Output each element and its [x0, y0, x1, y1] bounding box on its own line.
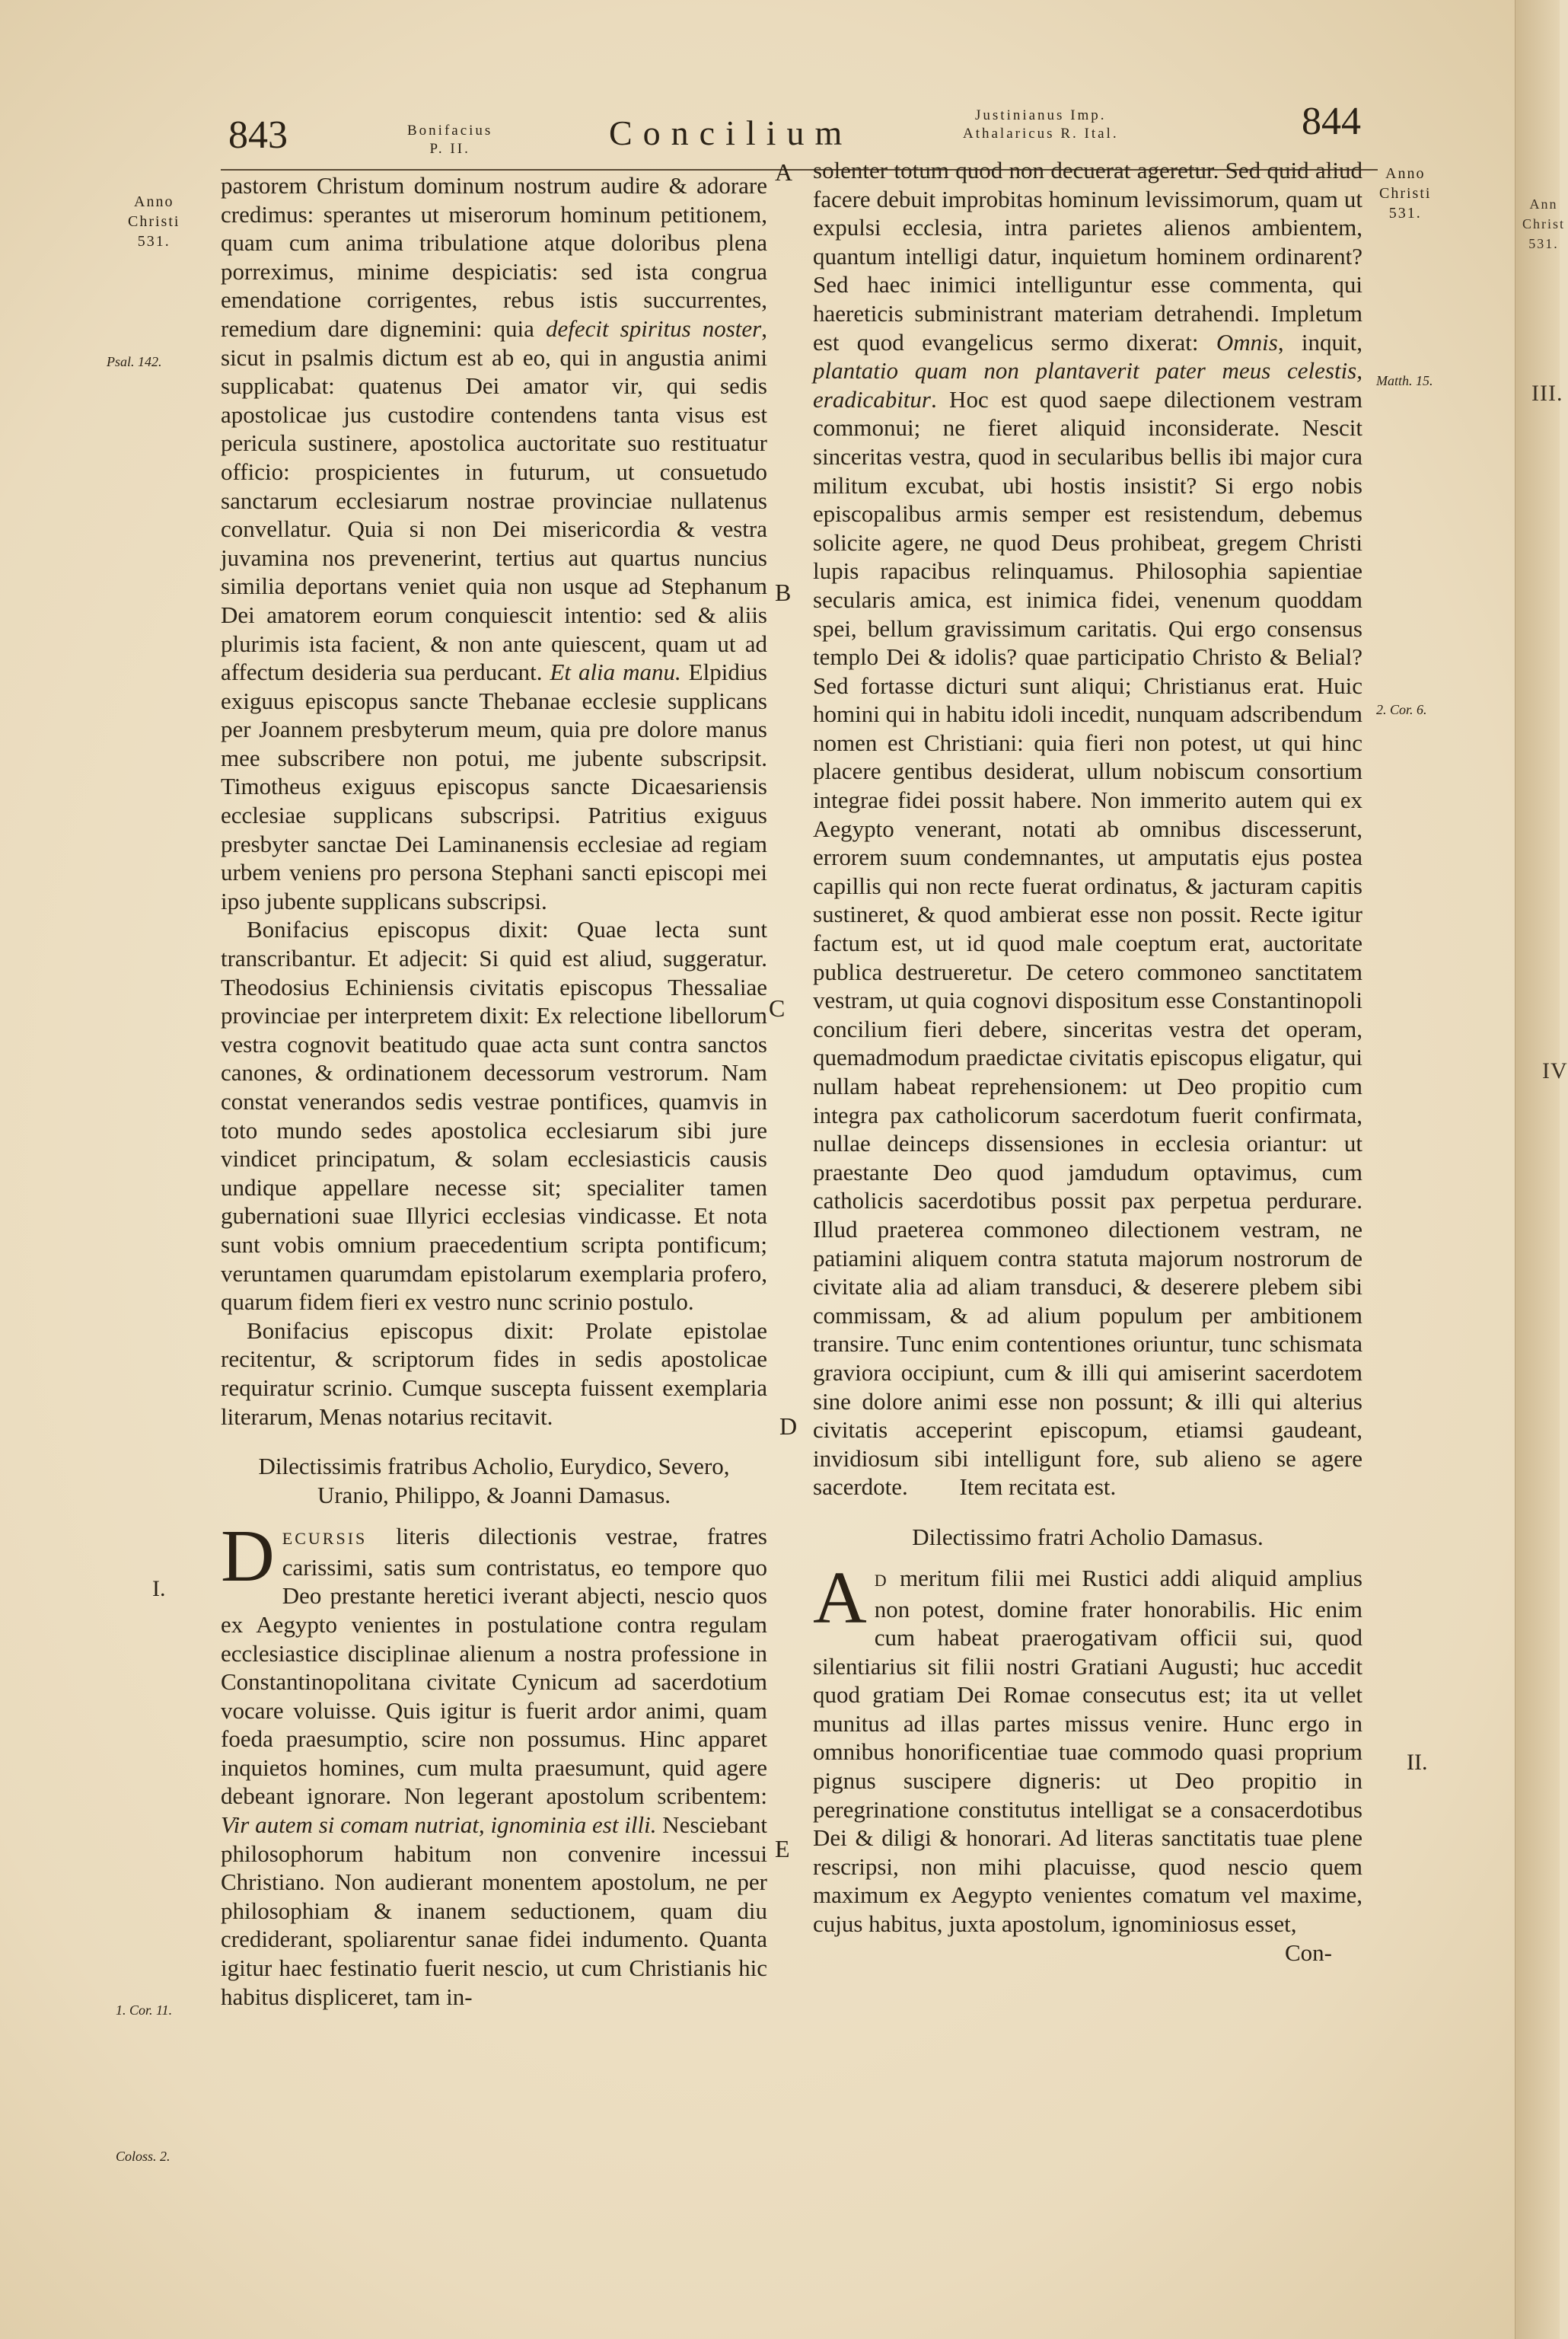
right-column: [813, 156, 1362, 1967]
section-number-i: I.: [152, 1576, 166, 1601]
paragraph: solenter totum quod non decuerat ageretur. Sed quid aliud facere debuit improbitas hominum levissimorum, quam ut expulsi ecclesia, intra parietes alienos ambientem, quantum intelligi datur, inquietum hominem ordinarent? Sed haec inimici intelliguntur esse commenta, qui haereticis subministrant materiam detrahendi. Impletum est quod evangelicus sermo dixerat: Omnis, inquit, plantatio quam non plantaverit pater meus celestis, eradicabitur. Hoc est quod saepe dilectionem vestram commonui; ne fieret aliquid inconsiderate. Nescit sinceritas vestra, quod in secularibus bellis ibi major cura militum excubat, ubi hostis insistit? Si ergo nobis episcopalibus armis semper est resistendum, debemus solicite agere, ne quod Deus prohibeat, gregem Christi lupis rapacibus relinquamus. Philosophia sapientiae secularis amica, est inimica fidei, venenum quoddam spei, bellum gravissimum caritatis. Qui ergo consensus templo Dei & idolis? quae participatio Christo & Belial? Sed fortasse dicturi sunt aliqui; Christianus erat. Huic homini qui in habitu idoli incedit, nunquam adscribendum nomen est Christiani: quia fieri non potest, ut qui hinc placere gentibus desiderat, ullum nobiscum consortium integrae fidei possit habere. Non immerito autem qui ex Aegypto venerant, notati ab omnibus discesserunt, errorem suum condemnantes, ut amputatis ejus postea capillis qui non recte fuerat ordinatus, & jacturam capitis sustineret, & quod ambierat esse non possit. Recte igitur factum est, ut id quod male coeptum erat, auctoritate publica destrueretur. De cetero commoneo sanctitatem vestram, ut quia cognovi dispositum esse Constantinopoli concilium fieri debere, sinceritas vestra det operam, quemadmodum praedictae civitatis episcopus eligatur, qui nullam habeat reprehensionem: ut Deo propitio cum integra pax catholicorum sacerdotum fuerit confirmata, nullae deinceps dissensiones in ecclesia oriantur: ut praestante Deo quod jamdudum optavimus, cum catholicis sacerdotibus possit pax perpetua perdurare. Illud praeterea commoneo dilectionem vestram, ne patiamini aliquem contra statuta majorum nostrorum de civitate alia ad aliam transduci, & deserere plebem sibi commissam, & ad alium populum per ambitionem transire. Tunc enim contentiones oriuntur, tunc schismata graviora occipiunt, cum & illi qui amiserint sacerdotem sine dolore animi esse non possunt; & illi qui alterius civitatis acceperint episcopum, etiamsi gaudeant, invidiosum sibi intelligunt fore, sub alieno se agere sacerdote. Item recitata est.: [813, 157, 1362, 1501]
strip-roman-iii: III.: [1531, 381, 1563, 406]
section-letter-c: C: [769, 994, 786, 1022]
running-head-right: Justinianus Imp. Athalaricus R. Ital.: [963, 107, 1119, 142]
paragraph: pastorem Christum dominum nostrum audire & adorare credimus: sperantes ut miserorum hominum petitionem, quam cum anima tribulatione atque doloribus plena porreximus, minime despiciatis: sed ista congrua emendatione corrigentes, rebus istis succurrentes, remedium dare dignemini: quia defecit spiritus noster, sicut in psalmis dictum est ab eo, qui in angustia animi supplicabat: quatenus Dei amator vir, qui sedis apostolicae jus custodire contendens tanta visus est pericula sustinere, apostolica auctoritate suo restituatur officio: prospicientes in futurum, ut consuetudo sanctarum ecclesiarum nostrae provinciae nullatenus convellatur. Quia si non Dei misericordia & vestra juvamina nos prevenerint, tertius aut quartus nuncius similia deportans veniet quia non usque ad Stephanum Dei amatorem eorum conquiescit intentio: sed & aliis plurimis ista facient, & non ante quiescent, quam ut ad affectum desideria sua perducant. Et alia manu. Elpidius exiguus episcopus sancte Thebanae ecclesie supplicans per Joannem presbyterum meum, quia pre dolore manus mee subscribere non potui, me jubente subscripsit. Timotheus exiguus episcopus sancte Dicaesariensis ecclesiae supplicans subscripsi. Patritius exiguus presbyter sanctae Dei Laminanensis ecclesiae ad regiam urbem veniens pro persona Stephani sancti episcopi mei ipso jubente supplicans subscripsi.: [221, 172, 767, 914]
margin-ref-matth: Matth. 15.: [1376, 373, 1433, 388]
left-column: [221, 171, 767, 2011]
drop-cap: A: [813, 1556, 867, 1639]
catchword: Con-: [1285, 1939, 1332, 1966]
anno-christi-left: Anno Christi 531.: [128, 193, 180, 250]
strip-roman-iv: IV: [1542, 1058, 1568, 1083]
paragraph: A D meritum filii mei Rustici addi aliquid amplius non potest, domine frater honorabilis. Hic enim cum habeat praerogativam officii sui, quod silentiarius sit filii nostri Gratiani Augusti; huc accedit quod gratiam Dei Romae consecutus est; ita ut vellet munitus ad illas partes missus venire. Hunc ergo in omnibus honorificentiae tuae commodo quasi proprium pignus suscipere digneris: ut Deo propitio in peregrinatione constitutus intelligat se a consacerdotibus Dei & diligi & honorari. Ad literas sanctitatis tuae plene rescripsi, non mihi placuisse, quod nescio quem maximum ex Aegypto venientes comatum vel maxime, cujus habitus, juxta apostolum, ignominiosus esset,: [813, 1556, 1362, 1938]
margin-ref-coloss: Coloss. 2.: [116, 2149, 171, 2164]
section-letter-a: A: [775, 158, 793, 186]
section-letter-d: D: [779, 1412, 798, 1440]
strip-anno: Ann Christ 531.: [1522, 196, 1566, 251]
letter-heading: Dilectissimis fratribus Acholio, Eurydico, Severo, Uranio, Philippo, & Joanni Damasus.: [258, 1453, 730, 1509]
paragraph: DECURSIS literis dilectionis vestrae, fratres carissimi, satis sum contristatus, eo tempore quo Deo prestante heretici iverant abjecti, nescio quos ex Aegypto venientes in postulatione contra regulam ecclesiastice disciplinae alienum a nostra professione in Constantinopolitana civitate Cynicum ad sacerdotium vocare voluisse. Quis igitur is fuerit ardor animi, quam foeda praesumptio, scire non possumus. Hinc apparet inquietos homines, cum multa praesumunt, quid agere debeant ignorare. Non legerant apostolum scribentem: Vir autem si comam nutriat, ignominia est illi. Nesciebant philosophorum habitum non convenire incessui Christiano. Non audierant monentem apostolum, ne per philosophiam & inanem seductionem, quam diu crediderant, spoliarentur sanae fidei indumento. Quanta igitur haec festinatio fuerit nescio, ut cum Christianis hic habitus displiceret, tam in-: [221, 1515, 768, 2010]
drop-cap: D: [221, 1515, 275, 1598]
section-letter-e: E: [775, 1835, 790, 1862]
margin-ref-2cor: 2. Cor. 6.: [1376, 702, 1427, 717]
margin-ref-1cor: 1. Cor. 11.: [116, 2002, 173, 2018]
page-title: Concilium: [609, 113, 853, 152]
section-number-ii: II.: [1407, 1750, 1428, 1775]
paragraph: Bonifacius episcopus dixit: Prolate epistolae recitentur, & scriptorum fides in sedis apostolicae requiratur scrinio. Cumque suscepta fuissent exemplaria literarum, Menas notarius recitavit.: [221, 1316, 767, 1430]
letter-heading: Dilectissimo fratri Acholio Damasus.: [912, 1523, 1264, 1550]
page-number-right: 844: [1302, 100, 1361, 143]
running-head-left: Bonifacius P. II.: [407, 123, 493, 157]
margin-ref-psal: Psal. 142.: [107, 354, 162, 369]
adjacent-page-edge: [1515, 0, 1560, 2339]
page-number-left: 843: [228, 113, 288, 157]
paragraph: Bonifacius episcopus dixit: Quae lecta sunt transcribantur. Et adjecit: Si quid est aliud, suggeratur. Theodosius Echiniensis civitatis episcopus Thessaliae provinciae per interpretem dixit: Ex relectione libellorum vestra cognovit beatitudo quae acta sunt contra sanctos canones, & ordinationem decessorum vestrorum. Nam constat venerandos sedis vestrae pontifices, quamvis in toto mundo sedes apostolica ecclesiarum sibi jure vindicet principatum, & solam ecclesiasticis causis undique appellare necesse sit; specialiter tamen gubernationi suae Illyrici ecclesias vindicasse. Et nota sunt vobis omnium praecedentium scripta pontificum; veruntamen quarumdam epistolarum exemplaria profero, quarum fidem fieri ex vestro nunc scrinio postulo.: [221, 916, 767, 1316]
section-letter-b: B: [775, 579, 792, 606]
anno-christi-right: Anno Christi 531.: [1379, 165, 1432, 222]
